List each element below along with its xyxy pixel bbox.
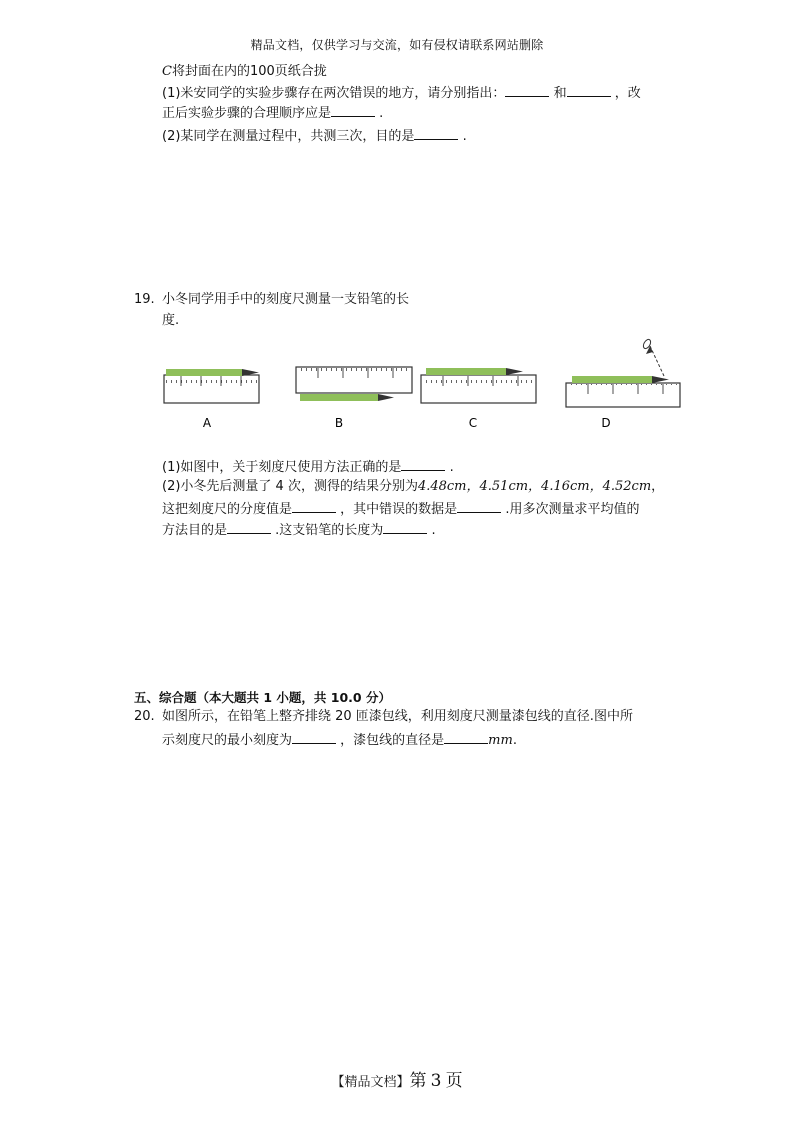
unit-mm: mm — [488, 733, 513, 748]
q20-diameter-text: ，漆包线的直径是 — [340, 733, 445, 748]
option-c-letter: C — [162, 64, 172, 79]
page-number: 3 — [430, 1071, 442, 1091]
question-number: 19. — [134, 292, 155, 307]
q18-part2 — [162, 125, 467, 147]
comma: ， — [651, 479, 665, 494]
q19-stem-line1: 小冬同学用手中的刻度尺测量一支铅笔的长 — [162, 292, 410, 307]
ruler-figure — [156, 338, 686, 438]
answer-blank[interactable] — [292, 729, 336, 744]
q18-and-text: 和 — [553, 86, 567, 101]
period: . — [462, 129, 467, 144]
answer-blank[interactable] — [414, 125, 458, 140]
q19-part1-text: (1)如图中，关于刻度尺使用方法正确的是 — [162, 460, 402, 475]
ruler-b — [296, 367, 412, 401]
q19-stem-line2: 度. — [162, 313, 180, 328]
page-prefix: 第 — [409, 1071, 427, 1091]
answer-blank[interactable] — [383, 519, 427, 534]
q18-part1-text: (1)米安同学的实验步骤存在两次错误的地方，请分别指出： — [162, 86, 506, 101]
measurement-values: 4.48cm，4.51cm，4.16cm，4.52cm — [417, 479, 652, 494]
answer-blank[interactable] — [567, 82, 611, 97]
q19-part2-line3 — [162, 519, 436, 541]
page-footer — [0, 1066, 794, 1091]
q19-part2-line1 — [162, 477, 664, 497]
q19-part2-text: (2)小冬先后测量了 4 次，测得的结果分别为 — [162, 479, 418, 494]
q19-part2-line2 — [162, 498, 639, 520]
answer-blank[interactable] — [505, 82, 549, 97]
answer-blank[interactable] — [444, 729, 488, 744]
q20-scale-text: 示刻度尺的最小刻度为 — [162, 733, 293, 748]
q19-error-text: ，其中错误的数据是 — [340, 502, 458, 517]
figure-label-c: C — [468, 416, 478, 430]
q18-order-text: 正后实验步骤的合理顺序应是 — [162, 106, 332, 121]
q18-part1-tail: ，改 — [614, 86, 641, 101]
answer-blank[interactable] — [457, 498, 501, 513]
q19-division-text: 这把刻度尺的分度值是 — [162, 502, 293, 517]
figure-label-a: A — [202, 416, 212, 430]
period: . — [379, 106, 384, 121]
q19-average-text: .用多次测量求平均值的 — [505, 502, 640, 517]
footer-label: 【精品文档】 — [331, 1075, 410, 1090]
option-c-text: 将封面在内的100页纸合拢 — [171, 64, 327, 79]
q20-line2 — [162, 729, 517, 751]
answer-blank[interactable] — [292, 498, 336, 513]
q20-line1: 如图所示，在铅笔上整齐排绕 20 匝漆包线，利用刻度尺测量漆包线的直径.图中所 — [162, 709, 633, 724]
q19-part1 — [162, 456, 454, 478]
figure-label-b: B — [334, 416, 344, 430]
q18-part1-line2 — [162, 102, 383, 124]
q18-part1-line1 — [162, 82, 641, 104]
period: . — [431, 523, 436, 538]
period: . — [449, 460, 454, 475]
q18-option-c — [162, 62, 327, 82]
answer-blank[interactable] — [331, 102, 375, 117]
ruler-a — [164, 369, 259, 403]
q18-part2-text: (2)某同学在测量过程中，共测三次，目的是 — [162, 129, 415, 144]
figure-label-d: D — [601, 416, 611, 430]
question-number: 20. — [134, 709, 155, 724]
period: . — [512, 733, 517, 748]
q19-purpose-text: 方法目的是 — [162, 523, 228, 538]
ruler-d — [566, 338, 680, 407]
ruler-c — [421, 368, 536, 403]
q19-length-text: .这支铅笔的长度为 — [275, 523, 384, 538]
page-header: 精品文档，仅供学习与交流，如有侵权请联系网站删除 — [250, 38, 544, 52]
answer-blank[interactable] — [401, 456, 445, 471]
section-title: 五、综合题（本大题共 1 小题，共 10.0 分） — [134, 690, 391, 705]
answer-blank[interactable] — [227, 519, 271, 534]
page-suffix: 页 — [445, 1071, 463, 1091]
